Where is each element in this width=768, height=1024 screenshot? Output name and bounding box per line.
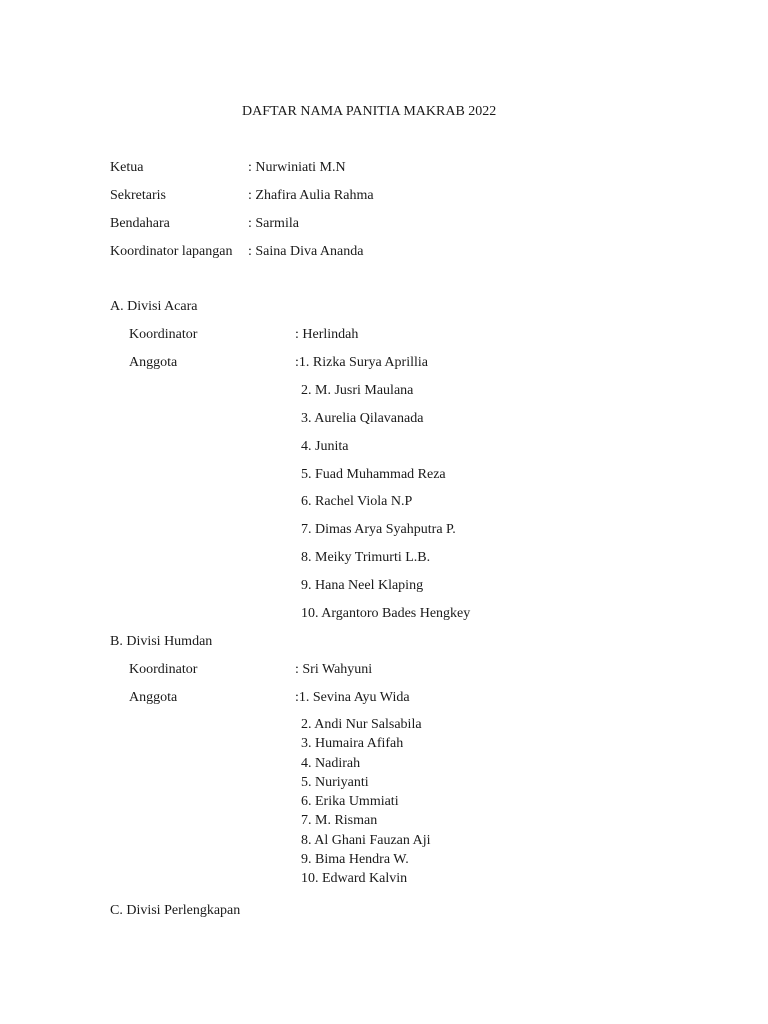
officer-role-koordinator-lapangan: Koordinator lapangan — [110, 244, 233, 259]
division-a-member: 5. Fuad Muhammad Reza — [301, 467, 446, 482]
division-a-member: 6. Rachel Viola N.P — [301, 494, 413, 509]
officer-role-bendahara: Bendahara — [110, 216, 170, 231]
division-a-member: 2. M. Jusri Maulana — [301, 383, 414, 398]
officer-name-koordinator-lapangan: : Saina Diva Ananda — [248, 244, 364, 259]
division-a-member: 3. Aurelia Qilavanada — [301, 411, 424, 426]
division-b-member: 2. Andi Nur Salsabila — [301, 717, 422, 732]
officer-role-ketua: Ketua — [110, 160, 144, 175]
officer-name-ketua: : Nurwiniati M.N — [248, 160, 346, 175]
division-b-member: 9. Bima Hendra W. — [301, 852, 409, 867]
division-b-member: 4. Nadirah — [301, 756, 361, 771]
division-a-member: 10. Argantoro Bades Hengkey — [301, 606, 471, 621]
division-a-member: :1. Rizka Surya Aprillia — [295, 355, 428, 370]
division-b-member: 3. Humaira Afifah — [301, 736, 404, 751]
division-a-member: 8. Meiky Trimurti L.B. — [301, 550, 431, 565]
division-b-anggota-label: Anggota — [129, 690, 178, 705]
division-a-anggota-label: Anggota — [129, 355, 178, 370]
division-b-member: :1. Sevina Ayu Wida — [295, 690, 410, 705]
division-a-koordinator-label: Koordinator — [129, 327, 198, 342]
division-a-member: 7. Dimas Arya Syahputra P. — [301, 522, 456, 537]
division-a-member: 9. Hana Neel Klaping — [301, 578, 424, 593]
division-a-heading: A. Divisi Acara — [110, 299, 198, 314]
division-b-member: 6. Erika Ummiati — [301, 794, 399, 809]
division-c-heading: C. Divisi Perlengkapan — [110, 903, 241, 918]
division-a-member: 4. Junita — [301, 439, 349, 454]
division-b-member: 8. Al Ghani Fauzan Aji — [301, 833, 431, 848]
document-title: DAFTAR NAMA PANITIA MAKRAB 2022 — [242, 104, 497, 119]
officer-role-sekretaris: Sekretaris — [110, 188, 166, 203]
division-b-heading: B. Divisi Humdan — [110, 634, 213, 649]
division-b-koordinator-label: Koordinator — [129, 662, 198, 677]
officer-name-sekretaris: : Zhafira Aulia Rahma — [248, 188, 374, 203]
division-b-member: 5. Nuriyanti — [301, 775, 369, 790]
division-b-member: 7. M. Risman — [301, 813, 378, 828]
officer-name-bendahara: : Sarmila — [248, 216, 299, 231]
division-b-member: 10. Edward Kalvin — [301, 871, 408, 886]
division-b-koordinator-name: : Sri Wahyuni — [295, 662, 373, 677]
division-a-koordinator-name: : Herlindah — [295, 327, 359, 342]
